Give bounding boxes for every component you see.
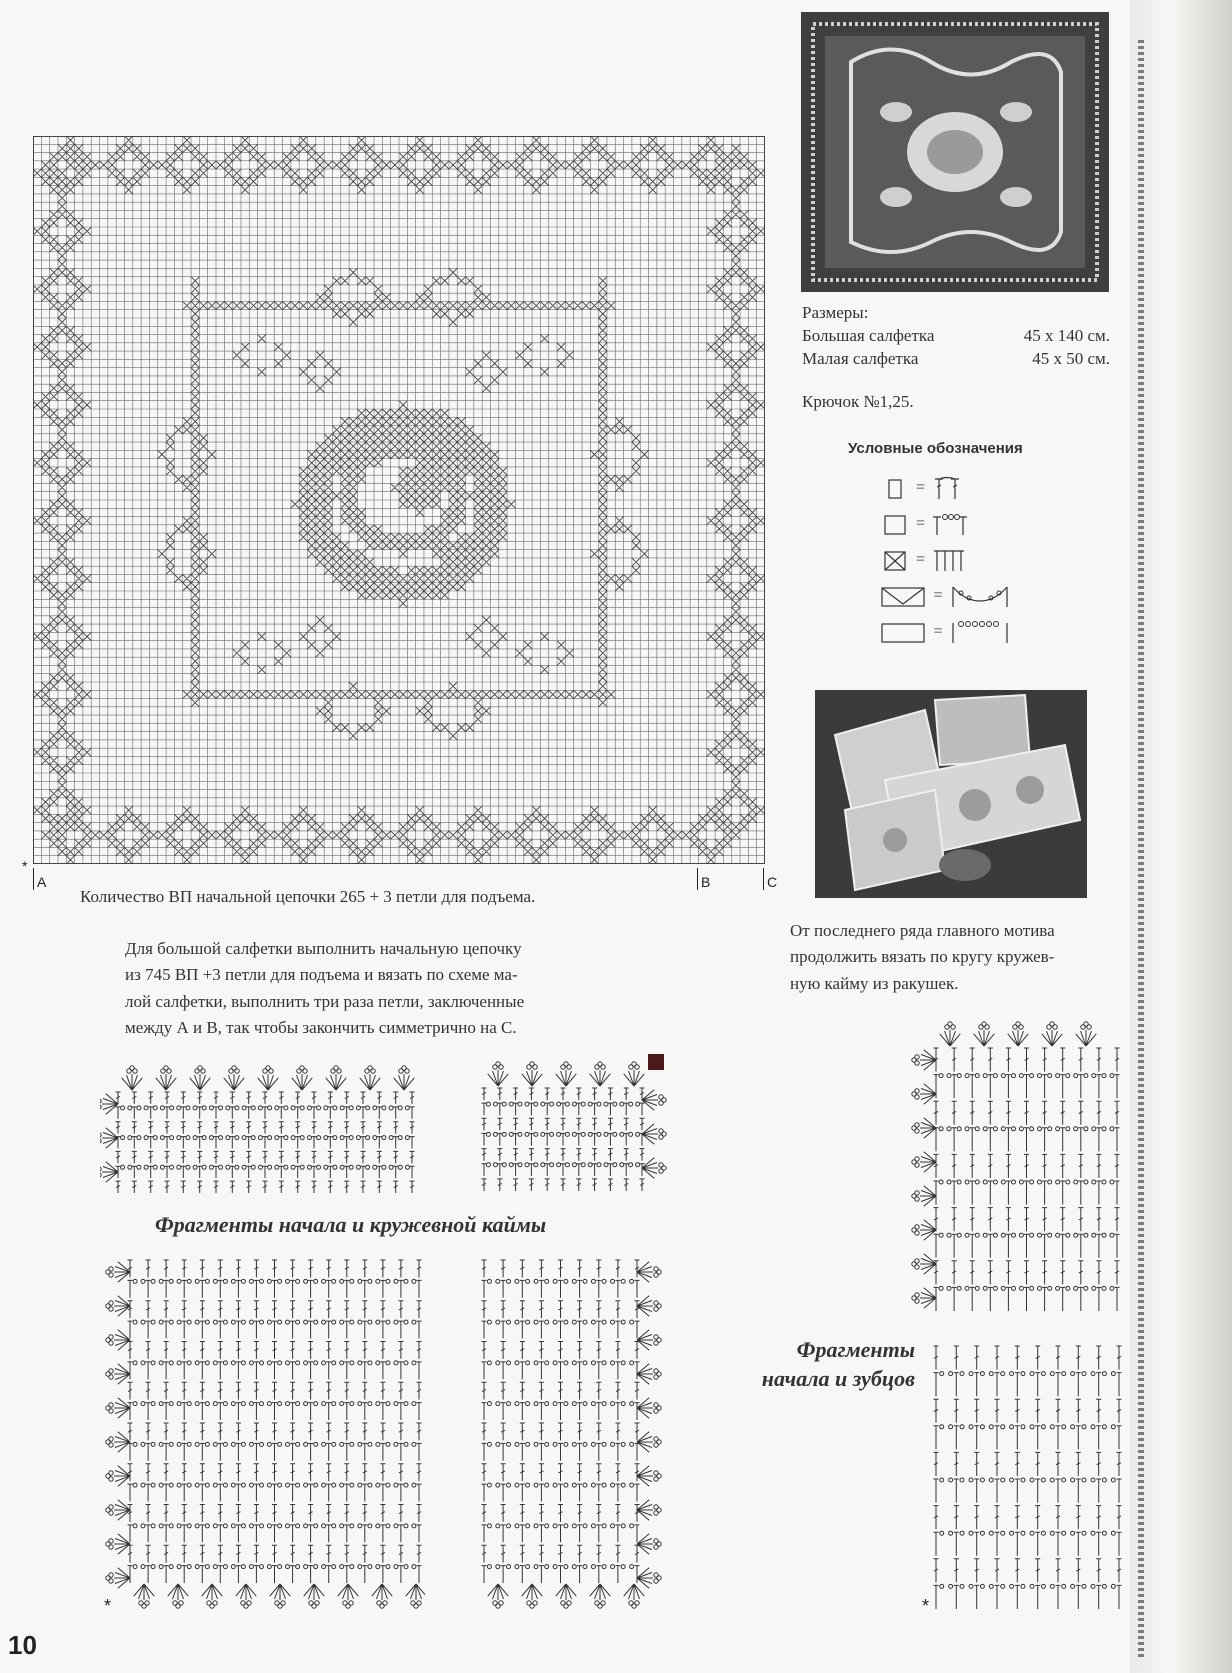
fragment-star-2: * [922, 1596, 930, 1616]
instruction-line: ную кайму из ракушек. [790, 973, 959, 993]
large-doily-instructions [125, 936, 645, 1041]
legend-row: = [880, 614, 1010, 650]
size-row-small: Малая салфетка 45 х 50 см. [802, 348, 1110, 368]
legend-title: Условные обозначения [848, 440, 1023, 457]
marker-c-arrow [763, 868, 764, 890]
edging-instructions [790, 918, 1120, 997]
size-row-large: Большая салфетка 45 х 140 см. [802, 325, 1110, 345]
four-dc-stitch-icon [931, 547, 971, 573]
doily-photo-graphic [801, 12, 1109, 292]
bar-stitch-icon [949, 619, 1010, 645]
bar-cell-icon [880, 620, 928, 644]
hook-size: Крючок №1,25. [802, 391, 914, 411]
narrow-open-cell-icon [880, 476, 910, 500]
instruction-line: продолжить вязать по кругу кружев- [790, 947, 1055, 967]
legend-row: = [880, 470, 1010, 506]
marker-a: A [37, 874, 47, 890]
sizes-heading: Размеры: [802, 303, 869, 322]
fragment-diagram-2 [478, 1058, 668, 1198]
filet-grid [33, 136, 765, 864]
marker-star: * [22, 858, 28, 874]
fragment-diagram-6 [930, 1338, 1125, 1616]
fragment-diagram-5 [848, 1018, 1123, 1318]
sizes-block [802, 302, 1110, 414]
dc-ch-dc-stitch-icon [931, 475, 971, 501]
legend-row: = [880, 506, 1010, 542]
fragment-diagram-1 [100, 1062, 418, 1200]
binding-stitch-line [1138, 40, 1144, 1660]
legend-row: = [880, 542, 1010, 578]
legend [880, 470, 1010, 650]
main-filet-chart [33, 136, 765, 864]
open-mesh-cell-icon [880, 512, 910, 536]
binding-edge [1130, 0, 1232, 1673]
table-runner-photo [815, 690, 1087, 898]
marker-b: B [701, 874, 711, 890]
dc-2ch-dc-stitch-icon [931, 511, 971, 537]
fragment-diagram-3 [100, 1252, 425, 1612]
fragment-star-1: * [104, 1596, 112, 1616]
legend-row: = [880, 578, 1010, 614]
black-square-marker [648, 1054, 664, 1070]
lace-fragments-title: Фрагменты начала и кружевной каймы [155, 1212, 547, 1237]
chain-count-caption: Количество ВП начальной цепочки 265 + 3 петли для подъема. [80, 887, 536, 906]
small-doily-photo [801, 12, 1109, 292]
lacet-v-cell-icon [880, 584, 928, 608]
filled-cross-cell-icon [880, 548, 910, 572]
fragment-diagram-4 [478, 1252, 663, 1612]
lacet-stitch-icon [949, 583, 1010, 609]
instruction-line: От последнего ряда главного мотива [790, 921, 1055, 940]
instruction-line: Для большой салфетки выполнить начальную цепочку [125, 939, 522, 958]
marker-c: C [767, 874, 778, 890]
teeth-fragments-title: Фрагменты начала и зубцов [761, 1337, 915, 1391]
runner-photo-graphic [815, 690, 1087, 898]
instruction-line: между А и В, так чтобы закончить симметрично на С. [125, 1018, 517, 1038]
page-number: 10 [8, 1630, 37, 1660]
instruction-line: из 745 ВП +3 петли для подъема и вязать по схеме ма- [125, 965, 518, 985]
marker-a-arrow [33, 868, 34, 890]
instruction-line: лой салфетки, выполнить три раза петли, заключенные [125, 991, 525, 1011]
